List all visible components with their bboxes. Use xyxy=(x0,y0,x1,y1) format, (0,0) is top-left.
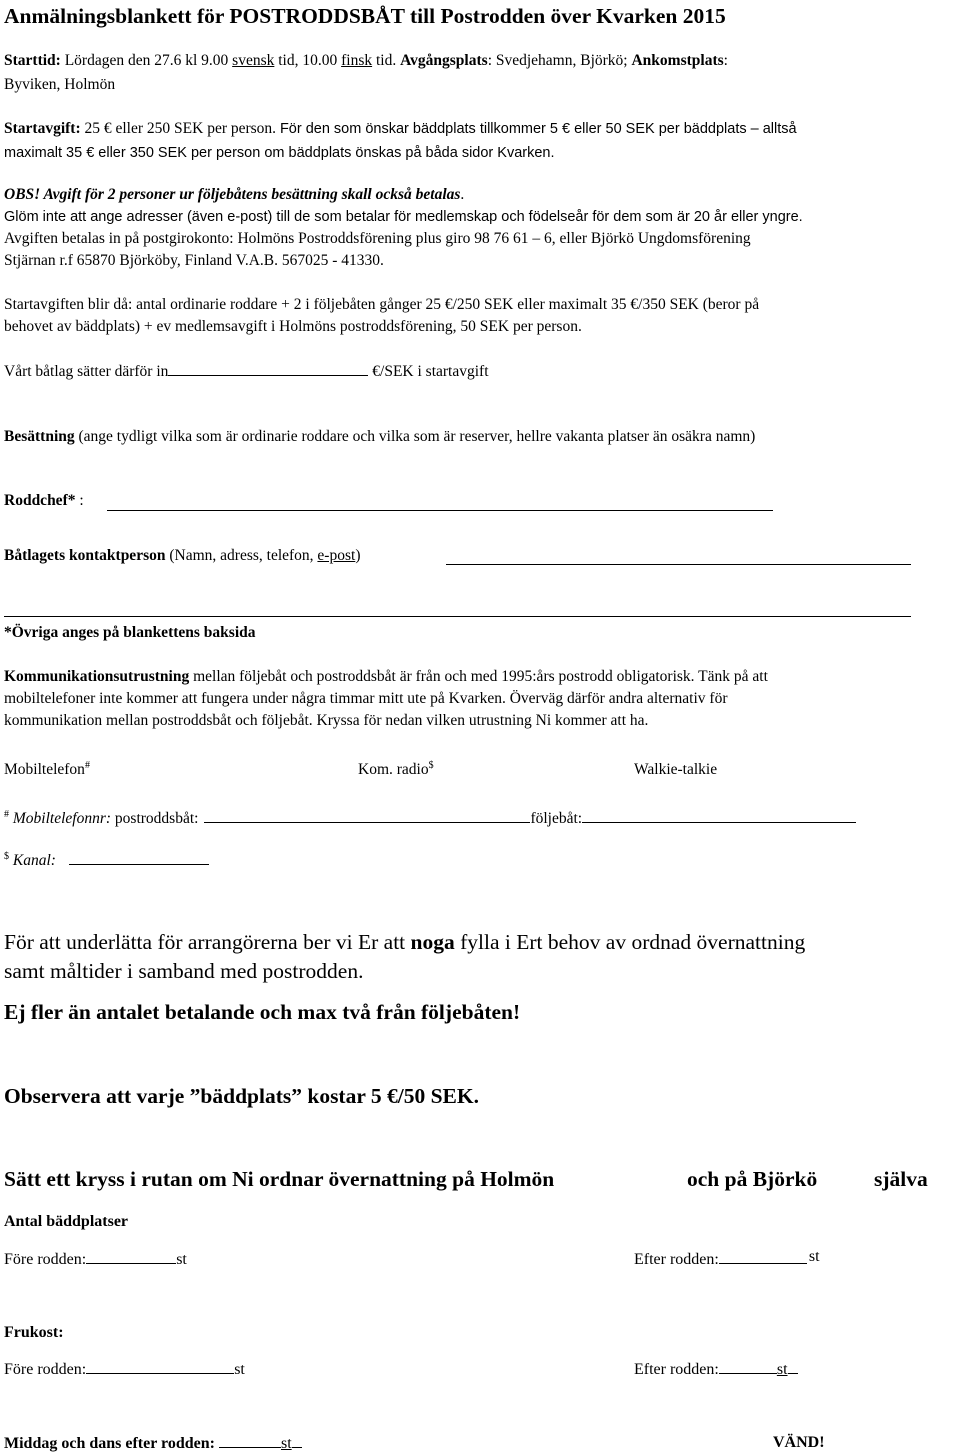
option-mobile-label: Mobiltelefon xyxy=(4,761,85,778)
dollar-mark-2: $ xyxy=(4,850,9,862)
beds-before xyxy=(4,1247,187,1271)
arrival-label: Ankomstplats xyxy=(631,52,724,69)
contact-close: ) xyxy=(355,547,361,564)
payment-info-2: Stjärnan r.f 65870 Björköby, Finland V.A.B. 567025 - 41330. xyxy=(4,252,384,269)
swedish-word: svensk xyxy=(232,52,275,69)
contact-blank[interactable] xyxy=(446,564,911,565)
contact-text: (Namn, adress, telefon, xyxy=(165,547,318,564)
breakfast-before-unit: st xyxy=(234,1361,245,1378)
berth-cost-notice: Observera att varje ”bäddplats” kostar 5 €/50 SEK. xyxy=(4,1084,479,1108)
obs-line xyxy=(4,184,464,206)
departure-text: : Svedjehamn, Björkö; xyxy=(487,52,632,69)
dinner-unit: st xyxy=(280,1435,292,1452)
breakfast-label: Frukost: xyxy=(4,1324,64,1341)
option-walkie[interactable]: Walkie-talkie xyxy=(634,761,718,778)
obs-label: OBS! xyxy=(4,186,41,203)
breakfast-after xyxy=(634,1357,798,1381)
obs-text: Avgift för 2 personer ur följebåtens besättning skall också betalas xyxy=(40,186,461,203)
beds-before-label: Före rodden: xyxy=(4,1251,87,1268)
channel-label: Kanal: xyxy=(9,852,56,869)
fee-line xyxy=(4,118,797,140)
dollar-mark: $ xyxy=(428,759,434,771)
comm-label: Kommunikationsutrustning xyxy=(4,668,190,685)
roddchef-blank[interactable] xyxy=(107,510,773,511)
hash-mark: # xyxy=(84,759,90,771)
bjorko-option[interactable]: och på Björkö xyxy=(687,1167,818,1191)
beds-after-unit: st xyxy=(808,1248,820,1265)
notice-text: För att underlätta för arrangörerna ber vi Er att xyxy=(4,930,411,954)
roddchef-label: Roddchef* xyxy=(4,492,76,509)
beds-before-blank[interactable] xyxy=(86,1247,176,1264)
crew-label: Besättning xyxy=(4,428,75,445)
option-mobile[interactable] xyxy=(4,759,90,781)
start-time-label: Starttid: xyxy=(4,52,61,69)
roddchef-line xyxy=(4,490,84,512)
beds-before-unit: st xyxy=(176,1251,187,1268)
dinner-line xyxy=(4,1431,302,1455)
start-time-text-3: tid. xyxy=(372,52,401,69)
fee-text: 25 € eller 250 SEK per person. xyxy=(80,120,280,137)
hash-mark-2: # xyxy=(4,808,9,820)
address-note: Glöm inte att ange adresser (även e-post) till de som betalar för medlemskap och födelseår för dem som är 20 år eller yngre. xyxy=(4,209,803,225)
crew-text: (ange tydligt vilka som är ordinarie roddare och vilka som är reserver, hellre vakanta platser än osäkra namn) xyxy=(74,428,756,445)
comm-line xyxy=(4,666,768,688)
roddchef-colon: : xyxy=(75,492,84,509)
notice-emphasis: noga xyxy=(410,930,455,954)
finnish-word: finsk xyxy=(341,52,373,69)
obs-dot: . xyxy=(460,186,465,203)
comm-text: mellan följebåt och postroddsbåt är från och med 1995:års postrodd obligatorisk. Tänk på att xyxy=(189,668,768,685)
mobilenr-boat-blank[interactable] xyxy=(204,806,530,823)
option-radio[interactable] xyxy=(358,759,434,781)
page-title: Anmälningsblankett för POSTRODDSBÅT till Postrodden över Kvarken 2015 xyxy=(4,4,726,28)
dinner-blank-tail xyxy=(292,1431,302,1448)
beds-after xyxy=(634,1247,820,1271)
notice-text-2: fylla i Ert behov av ordnad övernattning xyxy=(454,930,806,954)
backside-note: *Övriga anges på blankettens baksida xyxy=(4,624,256,641)
crew-line xyxy=(4,426,755,448)
mobilenr-follow-blank[interactable] xyxy=(582,806,856,823)
contact-line xyxy=(4,545,360,567)
mobilenr-boat-label: postroddsbåt: xyxy=(111,810,199,827)
arrival-colon: : xyxy=(723,52,728,69)
mobilenr-line xyxy=(4,806,856,830)
holmon-option[interactable]: Sätt ett kryss i rutan om Ni ordnar övernattning på Holmön xyxy=(4,1167,555,1191)
payment-info: Avgiften betalas in på postgirokonto: Holmöns Postroddsförening plus giro 98 76 61 – 6, eller Björkö Ungdomsförening xyxy=(4,230,751,247)
team-fee-after: €/SEK i startavgift xyxy=(368,363,489,380)
mobilenr-follow-label: följebåt: xyxy=(530,810,583,827)
channel-line xyxy=(4,848,209,872)
beds-label: Antal bäddplatser xyxy=(4,1213,129,1230)
fee-berth-text-2: maximalt 35 € eller 350 SEK per person om bäddplats önskas på båda sidor Kvarken. xyxy=(4,145,555,161)
option-radio-label: Kom. radio xyxy=(358,761,429,778)
channel-blank[interactable] xyxy=(69,848,209,865)
team-fee-line xyxy=(4,359,489,383)
breakfast-after-unit: st xyxy=(776,1361,788,1378)
dinner-label: Middag och dans efter rodden: xyxy=(4,1435,215,1452)
beds-after-blank[interactable] xyxy=(719,1247,820,1265)
start-time-text-2: tid, 10.00 xyxy=(274,52,342,69)
contact-label: Båtlagets kontaktperson xyxy=(4,547,166,564)
mobilenr-label: Mobiltelefonnr: xyxy=(9,810,112,827)
notice-line xyxy=(4,928,805,957)
fee-calc-2: behovet av bäddplats) + ev medlemsavgift i Holmöns postroddsförening, 50 SEK per person. xyxy=(4,318,582,335)
team-fee-blank[interactable] xyxy=(168,359,368,376)
fee-label: Startavgift: xyxy=(4,120,81,137)
comm-text-2: mobiltelefoner inte kommer att fungera under några timmar mitt ute på Kvarken. Överväg därför andra alternativ för xyxy=(4,690,728,707)
breakfast-after-label: Efter rodden: xyxy=(634,1361,719,1378)
notice-line-2: samt måltider i samband med postrodden. xyxy=(4,959,364,983)
departure-label: Avgångsplats xyxy=(400,52,488,69)
limit-notice: Ej fler än antalet betalande och max två från följebåten! xyxy=(4,1000,521,1024)
fee-calc: Startavgiften blir då: antal ordinarie roddare + 2 i följebåten gånger 25 €/250 SEK eller maximalt 35 €/350 SEK (beror på xyxy=(4,296,760,313)
start-info xyxy=(4,50,728,72)
self-option[interactable]: själva xyxy=(874,1167,928,1191)
arrival-place: Byviken, Holmön xyxy=(4,76,116,93)
breakfast-before-blank[interactable] xyxy=(86,1357,234,1374)
breakfast-after-blank-tail xyxy=(788,1357,798,1374)
beds-after-label: Efter rodden: xyxy=(634,1251,719,1268)
contact-email-word: e-post xyxy=(317,547,356,564)
team-fee-before: Vårt båtlag sätter därför in xyxy=(4,363,169,380)
contact-blank-2[interactable] xyxy=(4,616,911,617)
breakfast-before xyxy=(4,1357,245,1381)
fee-berth-text: För den som önskar bäddplats tillkommer 5 € eller 50 SEK per bäddplats – alltså xyxy=(279,121,797,137)
breakfast-after-blank[interactable] xyxy=(719,1357,777,1374)
dinner-blank[interactable] xyxy=(219,1431,281,1448)
breakfast-before-label: Före rodden: xyxy=(4,1361,87,1378)
start-time-text: Lördagen den 27.6 kl 9.00 xyxy=(60,52,233,69)
comm-text-3: kommunikation mellan postroddsbåt och följebåt. Kryssa för nedan vilken utrustning Ni kommer att ha. xyxy=(4,712,649,729)
turn-over-note: VÄND! xyxy=(773,1434,825,1451)
